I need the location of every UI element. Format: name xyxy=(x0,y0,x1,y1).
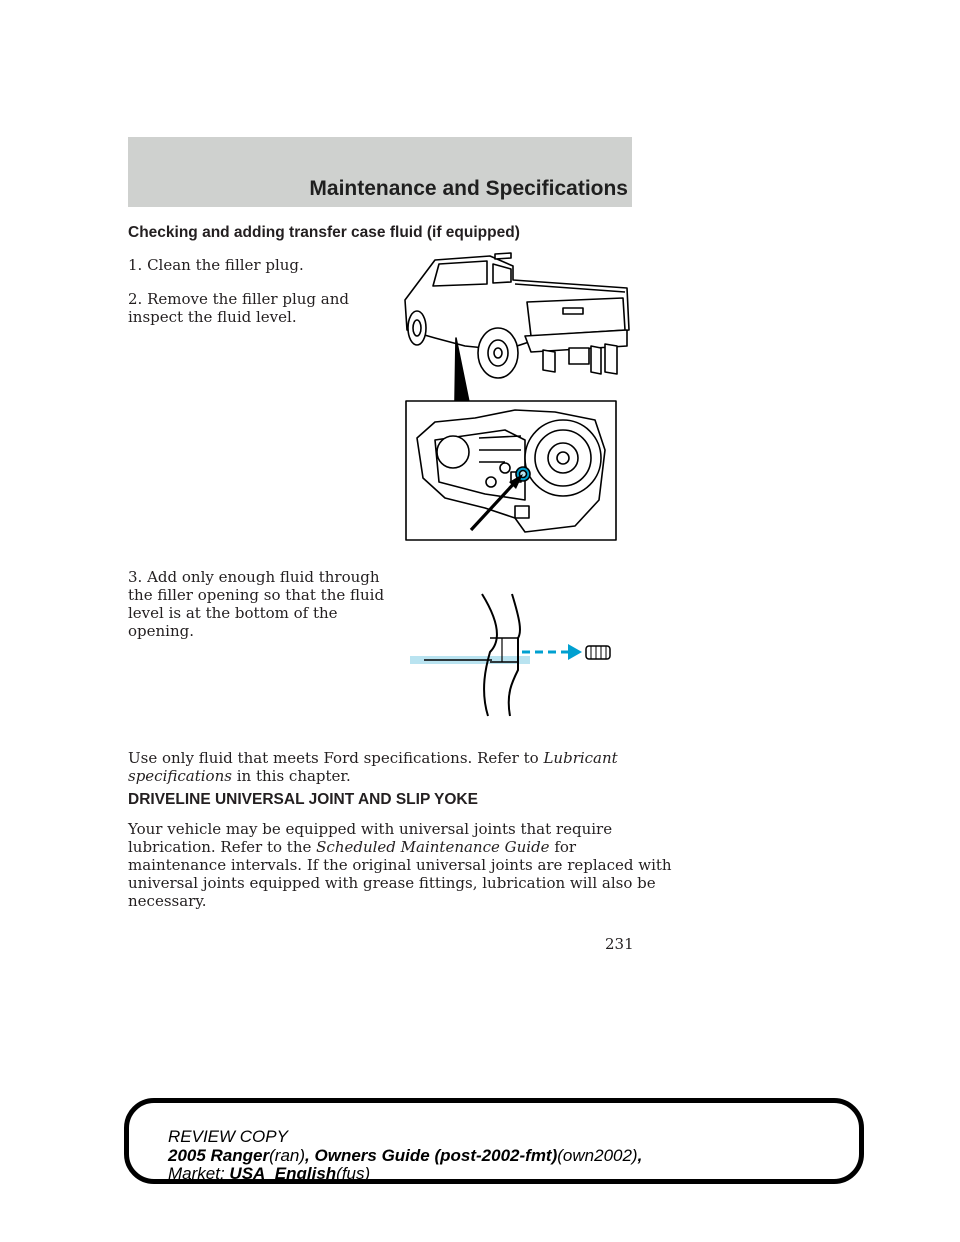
paragraph-line-5: necessary. xyxy=(128,892,207,910)
step-3-line-4: opening. xyxy=(128,622,194,640)
guide-code: (own2002) xyxy=(557,1146,638,1165)
paragraph-line-2-tail: for xyxy=(554,838,577,856)
review-market-line xyxy=(168,1165,370,1183)
review-copy-footer xyxy=(124,1098,864,1184)
step-3 xyxy=(128,568,384,640)
review-label: REVIEW COPY xyxy=(168,1127,288,1146)
fluid-note xyxy=(128,749,618,785)
step-2-line-1: 2. Remove the filler plug and xyxy=(128,290,350,308)
fluid-note-tail: in this chapter. xyxy=(236,767,351,785)
market-label: Market: xyxy=(168,1164,225,1183)
paragraph-line-4: universal joints equipped with grease fittings, lubrication will also be xyxy=(128,874,656,892)
step-2 xyxy=(128,290,349,326)
truck-transfer-case-figure xyxy=(395,250,637,545)
page-number: 231 xyxy=(605,935,634,953)
maintenance-guide-ref: Scheduled Maintenance Guide xyxy=(316,838,550,856)
market-code: (fus) xyxy=(336,1164,371,1183)
section-heading: DRIVELINE UNIVERSAL JOINT AND SLIP YOKE xyxy=(128,791,478,808)
paragraph-line-3: maintenance intervals. If the original universal joints are replaced with xyxy=(128,856,672,874)
step-1 xyxy=(128,256,304,274)
fluid-level-figure xyxy=(410,590,615,720)
page-header-title: Maintenance and Specifications xyxy=(309,177,628,200)
subsection-heading: Checking and adding transfer case fluid (if equipped) xyxy=(128,224,520,241)
header-band xyxy=(128,137,632,207)
model-code: (ran) xyxy=(269,1146,306,1165)
model-name: 2005 Ranger xyxy=(168,1146,270,1165)
step-3-line-3: level is at the bottom of the xyxy=(128,604,338,622)
fluid-note-text: Use only fluid that meets Ford specifications. Refer to xyxy=(128,749,539,767)
guide-name: Owners Guide (post-2002-fmt) xyxy=(314,1146,558,1165)
step-2-line-2: inspect the fluid level. xyxy=(128,308,297,326)
step-3-line-2: the filler opening so that the fluid xyxy=(128,586,385,604)
step-1-line: 1. Clean the filler plug. xyxy=(128,256,304,274)
review-guide-line: 2005 Ranger(ran), Owners Guide (post-2002-fmt)(own2002), xyxy=(168,1146,643,1165)
specifications-ref: specifications xyxy=(128,767,232,785)
paragraph-line-2: lubrication. Refer to the xyxy=(128,838,312,856)
market-name: USA_English xyxy=(229,1164,337,1183)
step-3-line-1: 3. Add only enough fluid through xyxy=(128,568,380,586)
driveline-paragraph xyxy=(128,820,672,910)
paragraph-line-1: Your vehicle may be equipped with universal joints that require xyxy=(128,820,613,838)
lubricant-ref: Lubricant xyxy=(543,749,618,767)
